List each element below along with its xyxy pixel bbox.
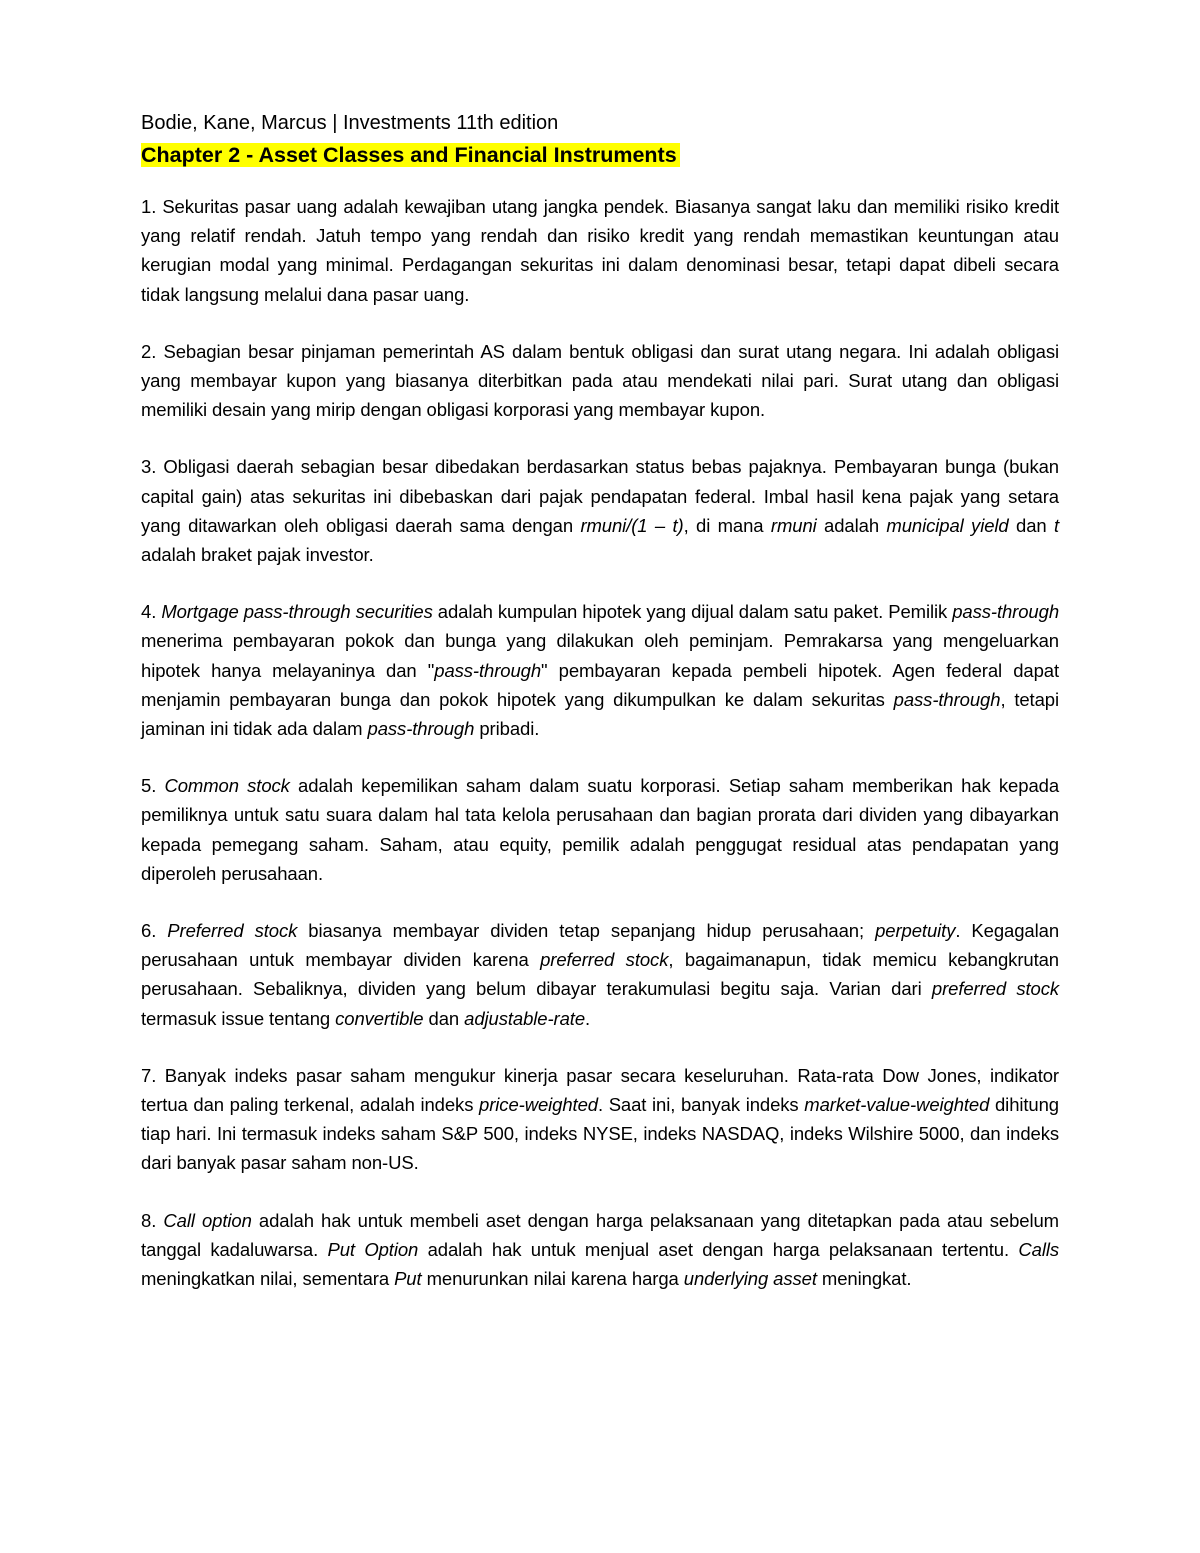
- italic-term: Calls: [1018, 1238, 1059, 1260]
- italic-term: rmuni/(1 – t): [580, 514, 684, 536]
- source-citation: Bodie, Kane, Marcus | Investments 11th edition: [141, 112, 559, 134]
- paragraph-text: , bagaimanapun, tidak memicu kebangkrutan perusahaan. Sebaliknya, dividen yang belum dibayar terakumulasi begitu saja. Varian dari: [141, 949, 1059, 1000]
- italic-term: perpetuity: [875, 920, 956, 942]
- paragraph-text: Sebagian besar pinjaman pemerintah AS dalam bentuk obligasi dan surat utang negara. Ini adalah obligasi yang membayar kupon yang biasanya diterbitkan pada atau mendekati nilai pari. Surat utang dan obligasi memiliki desain yang mirip dengan obligasi korporasi yang membayar kupon.: [141, 340, 1059, 421]
- paragraph-number: 8.: [141, 1209, 157, 1231]
- paragraph-text: dan: [423, 1007, 465, 1029]
- italic-term: price-weighted: [479, 1094, 598, 1116]
- italic-term: pass-through: [952, 601, 1060, 623]
- paragraph-text: dan: [1008, 514, 1054, 536]
- paragraph-text: , di mana: [683, 514, 771, 536]
- chapter-title-highlight: Chapter 2 - Asset Classes and Financial Instruments: [141, 143, 680, 167]
- document-page: [141, 108, 1059, 1293]
- paragraph-5: [141, 771, 1059, 888]
- paragraph-text: adalah hak untuk membeli aset dengan harga pelaksanaan yang ditetapkan pada atau sebelum tanggal kadaluwarsa.: [141, 1209, 1059, 1260]
- paragraph-text: Sekuritas pasar uang adalah kewajiban utang jangka pendek. Biasanya sangat laku dan memiliki risiko kredit yang relatif rendah. Jatuh tempo yang rendah dan risiko kredit yang rendah memastikan keuntungan atau kerugian modal yang minimal. Perdagangan sekuritas ini dalam denominasi besar, tetapi dapat dibeli secara tidak langsung melalui dana pasar uang.: [141, 196, 1059, 305]
- italic-term: municipal yield: [886, 514, 1009, 536]
- paragraph-text: Banyak indeks pasar saham mengukur kinerja pasar secara keseluruhan. Rata-rata Dow Jones, indikator tertua dan paling terkenal, adalah indeks: [141, 1064, 1059, 1116]
- italic-term: pass-through: [893, 688, 1001, 710]
- italic-term: Common stock: [164, 775, 290, 797]
- paragraph-text: biasanya membayar dividen tetap sepanjang hidup perusahaan;: [297, 920, 876, 942]
- italic-term: Preferred stock: [167, 920, 298, 942]
- paragraph-number: 7.: [141, 1064, 157, 1086]
- italic-term: Call option: [163, 1209, 252, 1231]
- italic-term: pass-through: [434, 659, 542, 681]
- chapter-title: [141, 140, 1059, 170]
- paragraph-text: adalah kepemilikan saham dalam suatu korporasi. Setiap saham memberikan hak kepada pemiliknya untuk satu suara dalam hal tata kelola perusahaan dan bagian prorata dari dividen yang dibayarkan kepada pemegang saham. Saham, atau equity, pemilik adalah penggugat residual atas pendapatan yang diperoleh perusahaan.: [141, 775, 1060, 884]
- italic-term: pass-through: [367, 718, 475, 740]
- paragraph-text: adalah: [816, 514, 887, 536]
- paragraph-number: 1.: [141, 196, 157, 217]
- paragraph-text: adalah kumpulan hipotek yang dijual dalam satu paket. Pemilik: [432, 601, 953, 623]
- italic-term: preferred stock: [931, 978, 1059, 1000]
- paragraph-text: Obligasi daerah sebagian besar dibedakan berdasarkan status bebas pajaknya. Pembayaran bunga (bukan capital gain) atas sekuritas ini dibebaskan dari pajak pendapatan federal. Imbal hasil kena pajak yang setara yang ditawarkan oleh obligasi daerah sama dengan: [141, 456, 1059, 536]
- italic-term: Put Option: [327, 1238, 419, 1260]
- paragraph-text: [156, 920, 167, 941]
- italic-term: convertible: [335, 1007, 424, 1029]
- paragraph-text: meningkatkan nilai, sementara: [141, 1268, 395, 1290]
- paragraph-number: 6.: [141, 920, 157, 942]
- paragraph-2: [141, 337, 1059, 425]
- paragraph-text: meningkat.: [816, 1268, 912, 1290]
- italic-term: Mortgage pass-through securities: [161, 601, 433, 623]
- paragraph-text: . Saat ini, banyak indeks: [597, 1094, 805, 1116]
- paragraph-text: " pembayaran kepada pembeli hipotek. Agen federal dapat menjamin pembayaran bunga dan pokok hipotek yang dikumpulkan ke dalam sekuritas: [141, 659, 1059, 710]
- italic-term: preferred stock: [540, 949, 669, 971]
- paragraph-8: [141, 1206, 1059, 1294]
- paragraph-text: menurunkan nilai karena harga: [421, 1268, 684, 1290]
- paragraph-number: 2.: [141, 340, 157, 362]
- paragraph-list: [141, 192, 1059, 1293]
- paragraph-text: .: [585, 1007, 591, 1029]
- italic-term: Put: [394, 1268, 422, 1290]
- paragraph-1: [141, 192, 1059, 309]
- paragraph-number: 4.: [141, 601, 157, 623]
- italic-term: t: [1053, 514, 1060, 536]
- paragraph-7: [141, 1061, 1059, 1178]
- paragraph-4: [141, 597, 1059, 743]
- italic-term: rmuni: [770, 514, 817, 536]
- italic-term: underlying asset: [683, 1268, 817, 1290]
- paragraph-text: adalah braket pajak investor.: [141, 544, 374, 566]
- paragraph-number: 3.: [141, 456, 157, 478]
- paragraph-text: , tetapi jaminan ini tidak ada dalam: [141, 688, 1059, 740]
- paragraph-6: [141, 916, 1059, 1033]
- paragraph-text: menerima pembayaran pokok dan bunga yang dilakukan oleh peminjam. Pemrakarsa yang mengeluarkan hipotek hanya melayaninya dan ": [141, 630, 1059, 681]
- paragraph-text: . Kegagalan perusahaan untuk membayar dividen karena: [141, 920, 1060, 971]
- paragraph-text: termasuk issue tentang: [141, 1007, 336, 1029]
- paragraph-text: adalah hak untuk menjual aset dengan harga pelaksanaan tertentu.: [418, 1238, 1019, 1260]
- italic-term: adjustable-rate: [464, 1007, 586, 1029]
- paragraph-3: [141, 452, 1059, 569]
- italic-term: market-value-weighted: [804, 1094, 990, 1116]
- paragraph-number: 5.: [141, 775, 157, 797]
- paragraph-text: dihitung tiap hari. Ini termasuk indeks saham S&P 500, indeks NYSE, indeks NASDAQ, indeks Wilshire 5000, dan indeks dari banyak pasar saham non-US.: [141, 1094, 1060, 1174]
- paragraph-text: pribadi.: [474, 718, 540, 740]
